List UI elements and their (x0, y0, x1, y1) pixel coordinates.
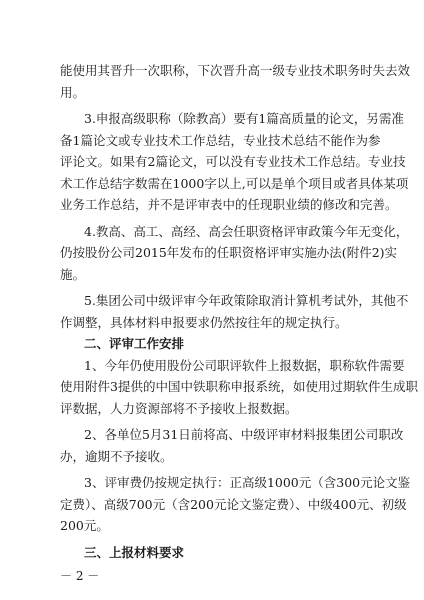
section2-item-2 (60, 424, 404, 467)
text-line: 5.集团公司中级评审今年政策除取消计算机考试外，其他不 (84, 293, 409, 308)
text-line: 2、各单位5月31日前将高、中级评审材料报集团公司职改 (84, 427, 404, 442)
paragraph-item-4 (60, 221, 409, 286)
text-line: 使用附件3提供的中国中铁职称申报系统，如使用过期软件生成职 (60, 379, 418, 394)
section2-item-1 (60, 355, 418, 420)
text-line: 能使用其晋升一次职称，下次晋升高一级专业技术职务时失去效 (60, 63, 411, 78)
text-line: 评数据，人力资源部将不予接收上报数据。 (60, 400, 298, 416)
text-line: 1、今年仍使用股份公司职评软件上报数据，职称软件需要 (84, 357, 405, 373)
text-line: 办，逾期不予接收。 (60, 448, 173, 464)
section-heading-material-requirements: 三、上报材料要求 (84, 544, 185, 560)
text-line: 200元。 (60, 518, 109, 533)
text-line: 作调整，具体材料申报要求仍然按往年的规定执行。 (60, 314, 348, 330)
text-line: 术工作总结字数需在1000字以上,可以是单个项目或者具体某项 (60, 175, 409, 191)
text-line: 备1篇论文或专业技术工作总结，专业技术总结不能作为参 (60, 132, 381, 148)
text-line: 3.申报高级职称（除教高）要有1篇高质量的论文，另需准 (84, 111, 404, 126)
text-line: 施。 (60, 266, 86, 282)
text-line: 评论文。如果有2篇论文，可以没有专业技术工作总结。专业技 (60, 154, 406, 169)
section-heading-review-arrangement: 二、评审工作安排 (84, 336, 185, 351)
document-body (60, 60, 418, 563)
text-line: 业务工作总结，并不是评审表中的任现职业绩的修改和完善。 (60, 197, 398, 212)
text-line: 3、评审费仍按规定执行：正高级1000元（含300元论文鉴 (84, 475, 411, 490)
text-line: 用。 (60, 84, 86, 100)
page-number: － 2 － (60, 569, 100, 583)
paragraph-item-5 (60, 290, 409, 333)
text-line: 仍按股份公司2015年发布的任职资格评审实施办法(附件2)实 (60, 245, 398, 260)
section2-item-3 (60, 472, 411, 537)
paragraph-item-3 (60, 108, 409, 216)
text-line: 4.教高、高工、高经、高会任职资格评审政策今年无变化， (84, 223, 409, 239)
text-line: 定费）、高级700元（含200元论文鉴定费）、中级400元、初级 (60, 496, 407, 512)
paragraph-continuation (60, 60, 411, 103)
